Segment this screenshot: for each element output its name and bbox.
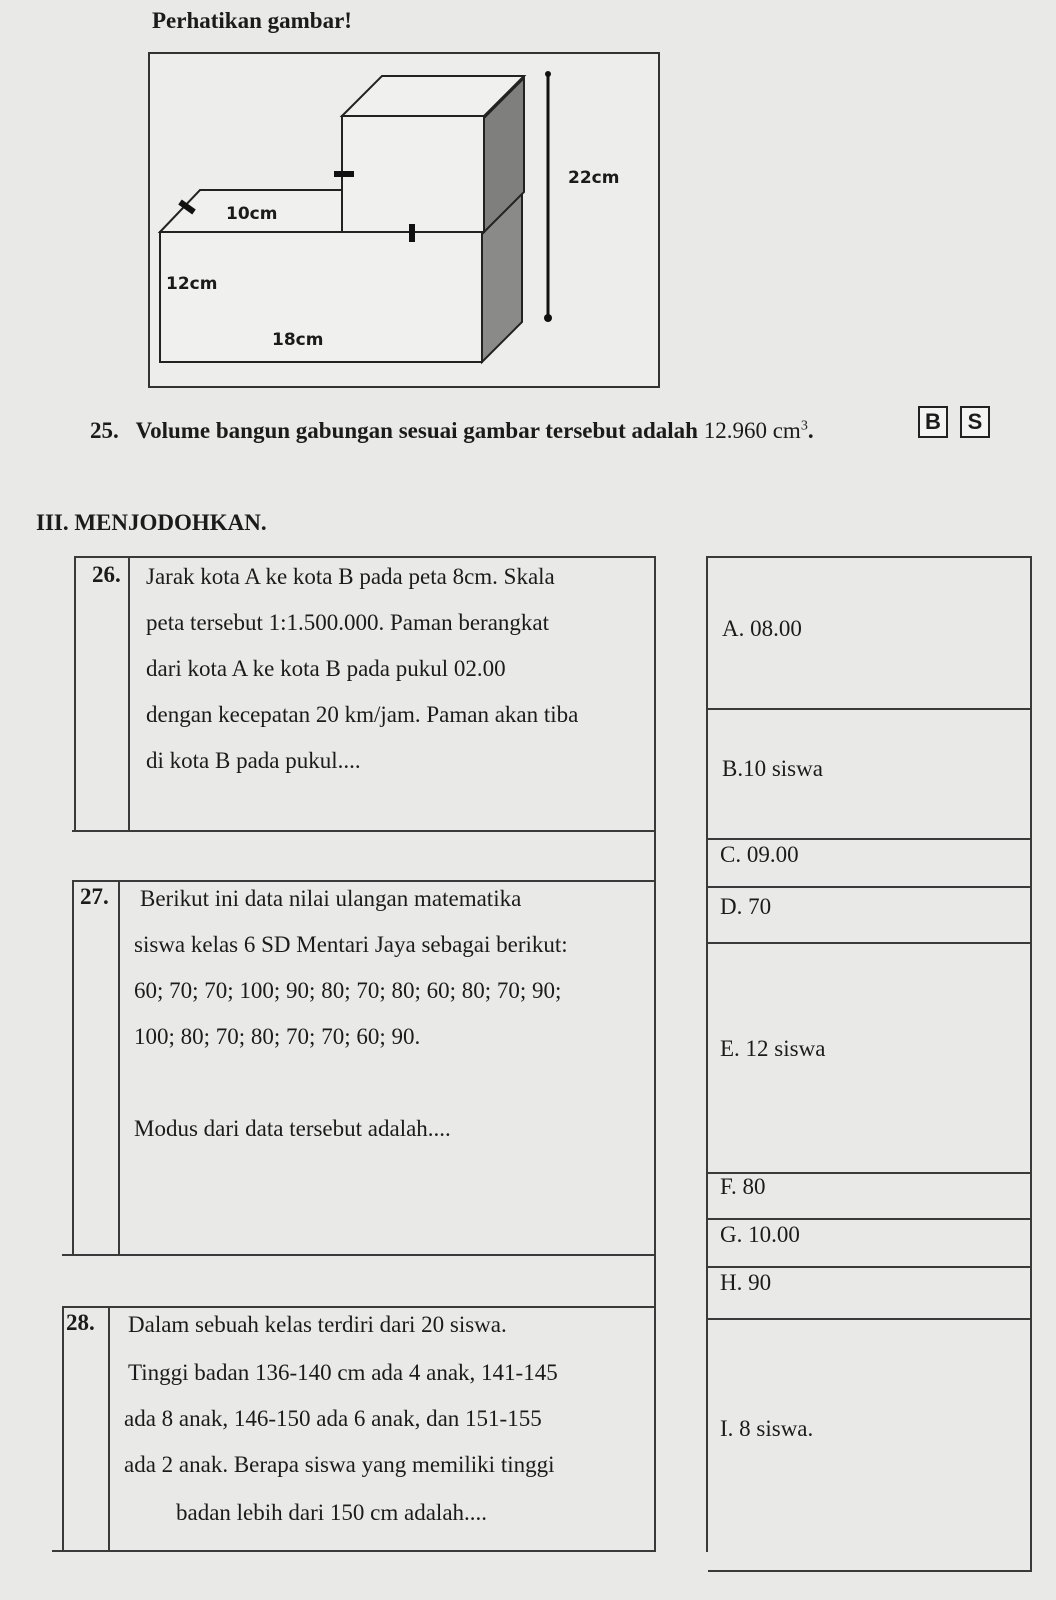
answer-a: A. 08.00	[722, 616, 802, 641]
q27-line-4: 100; 80; 70; 80; 70; 70; 60; 90.	[134, 1024, 421, 1049]
q25-number: 25.	[90, 418, 119, 443]
answer-i: I. 8 siswa.	[720, 1416, 814, 1441]
q27-line-5: Modus dari data tersebut adalah....	[134, 1116, 451, 1141]
q28-number: 28.	[66, 1310, 95, 1335]
q28-line-4: ada 2 anak. Berapa siswa yang memiliki tinggi	[124, 1452, 555, 1477]
q27-number: 27.	[80, 884, 109, 909]
q25-text: Volume bangun gabungan sesuai gambar tersebut adalah	[135, 418, 698, 443]
answer-d: D. 70	[720, 894, 772, 919]
answer-g: G. 10.00	[720, 1222, 800, 1247]
instruction-text: Perhatikan gambar!	[152, 8, 352, 33]
figure-label-top-depth: 10cm	[226, 204, 278, 224]
answer-c: C. 09.00	[720, 842, 799, 867]
q26-line-3: dari kota A ke kota B pada pukul 02.00	[146, 656, 506, 681]
true-box-b[interactable]: B	[918, 406, 948, 438]
answer-e: E. 12 siswa	[720, 1036, 826, 1061]
q28-line-2: Tinggi badan 136-140 cm ada 4 anak, 141-145	[128, 1360, 558, 1385]
answer-f: F. 80	[720, 1174, 766, 1199]
q28-line-3: ada 8 anak, 146-150 ada 6 anak, dan 151-155	[124, 1406, 542, 1431]
figure-label-height: 22cm	[568, 168, 620, 188]
q26-line-4: dengan kecepatan 20 km/jam. Paman akan tiba	[146, 702, 579, 727]
q25-exponent: 3	[800, 418, 808, 434]
answer-b: B.10 siswa	[722, 756, 823, 781]
answer-h: H. 90	[720, 1270, 772, 1295]
q27-line-2: siswa kelas 6 SD Mentari Jaya sebagai berikut:	[134, 932, 568, 957]
q26-line-2: peta tersebut 1:1.500.000. Paman berangkat	[146, 610, 550, 635]
q25-line	[90, 418, 814, 444]
figure-label-length: 18cm	[272, 330, 324, 350]
q28-line-1: Dalam sebuah kelas terdiri dari 20 siswa.	[128, 1312, 507, 1337]
q27-line-3: 60; 70; 70; 100; 90; 80; 70; 80; 60; 80; 70; 90;	[134, 978, 562, 1003]
false-box-s[interactable]: S	[960, 406, 990, 438]
q25-value: 12.960 cm	[703, 418, 801, 443]
q26-line-5: di kota B pada pukul....	[146, 748, 361, 773]
figure-label-bottom-height: 12cm	[166, 274, 218, 294]
q27-line-1: Berikut ini data nilai ulangan matematika	[140, 886, 522, 911]
q26-line-1: Jarak kota A ke kota B pada peta 8cm. Skala	[146, 564, 555, 589]
q28-line-5: badan lebih dari 150 cm adalah....	[176, 1500, 488, 1525]
q25-period: .	[807, 418, 814, 443]
section-title: III. MENJODOHKAN.	[36, 510, 267, 535]
q26-number: 26.	[92, 562, 121, 587]
figure-frame	[148, 52, 660, 388]
